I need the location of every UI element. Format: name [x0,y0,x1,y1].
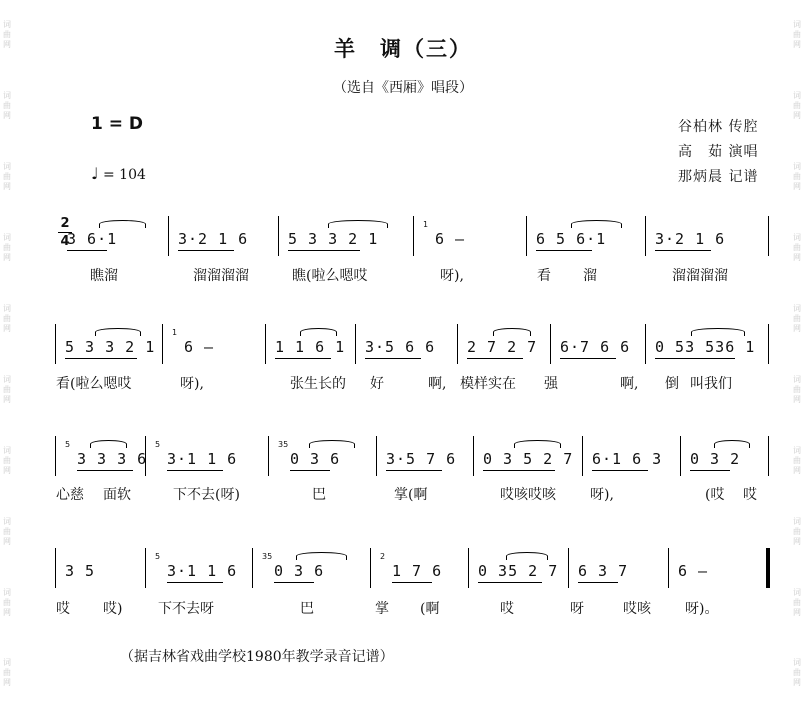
beam-underline [178,250,234,251]
slur-mark [506,552,548,560]
measure-notes: 5 3 3 2 1 [65,338,156,356]
watermark-char: 词 [3,374,11,384]
watermark-char: 词 [793,233,801,243]
watermark-char: 网 [3,111,11,121]
measure-notes: 6 3 7 [578,562,629,580]
barline [645,216,646,256]
watermark-char: 曲 [3,172,11,182]
barline [457,324,458,364]
barline [668,548,669,588]
watermark-char: 词 [3,20,11,30]
lyric-text: 啊, [428,376,447,392]
source-note: （据吉林省戏曲学校1980年教学录音记谱） [120,649,394,665]
beam-underline [67,250,107,251]
lyric-text: 掌(啊 [394,487,428,503]
watermark-group [3,233,11,263]
watermark-group [3,588,11,618]
measure-notes: 6 – [678,562,709,580]
watermark-char: 曲 [3,597,11,607]
barline [768,324,769,364]
measure-notes: 3·5 7 6 [386,450,457,468]
lyric-text: 下不去(呀) [173,487,240,503]
watermark-char: 网 [3,182,11,192]
credit-transcriber: 那炳晨 记谱 [678,169,759,185]
grace-note: 1 [172,328,178,337]
beam-underline [536,250,592,251]
watermark-group [793,588,801,618]
grace-note: 5 [155,440,161,449]
lyric-text: 张生长的 [290,376,346,392]
barline [550,324,551,364]
watermark-group [3,375,11,405]
lyric-text: 倒 [665,376,679,392]
lyric-text: 溜溜溜溜 [672,268,728,284]
measure-notes: 5 3 3 2 1 [288,230,379,248]
lyric-text: 好 [370,376,384,392]
watermark-char: 词 [793,445,801,455]
watermark-char: 词 [793,20,801,30]
measure-notes: 0 3 2 [690,450,741,468]
barline [645,324,646,364]
barline [162,324,163,364]
barline [680,436,681,476]
slur-mark [493,328,532,336]
watermark-char: 词 [3,516,11,526]
measure-notes: 1 1 6 1 [275,338,346,356]
grace-note: 1 [423,220,429,229]
watermark-char: 词 [793,374,801,384]
watermark-char: 曲 [793,172,801,182]
lyric-text: 哎咳 [623,601,651,617]
watermark-char: 词 [793,91,801,101]
barline [376,436,377,476]
slur-mark [296,552,347,560]
lyric-text: 巴 [312,487,326,503]
final-barline [766,548,770,588]
slur-mark [90,440,127,448]
barline [168,216,169,256]
lyric-text: 巴 [300,601,314,617]
measure-notes: 2 7 2 7 [467,338,538,356]
lyric-text: 溜溜溜溜 [193,268,249,284]
measure-notes: 0 35 2 7 [478,562,559,580]
watermark-group [793,446,801,476]
measure-notes: 6 – [184,338,215,356]
beam-underline [483,470,555,471]
beam-underline [288,250,360,251]
measure-notes: 0 3 5 2 7 [483,450,574,468]
beam-underline [65,358,137,359]
grace-note: 5 [65,440,71,449]
watermark-char: 词 [793,162,801,172]
watermark-char: 曲 [3,30,11,40]
measure-notes: 3·1 1 6 [167,450,238,468]
lyric-text: 哎 [743,487,757,503]
watermark-char: 网 [3,394,11,404]
barline [252,548,253,588]
watermark-char: 曲 [793,455,801,465]
lyric-text: 哎 [500,601,514,617]
watermark-group [793,162,801,192]
lyric-text: 呀), [590,487,614,503]
beam-underline [578,582,618,583]
key-signature: 1 = D [91,114,144,134]
time-signature-bottom: 4 [60,234,70,249]
watermark-char: 曲 [793,526,801,536]
beam-underline [167,582,223,583]
watermark-group [3,517,11,547]
measure-notes: 3·5 6 6 [365,338,436,356]
song-subtitle: （选自《西厢》唱段） [333,80,473,96]
measure-notes: 0 53 536 1 [655,338,756,356]
grace-note: 5 [155,552,161,561]
lyric-text: 叫我们 [690,376,732,392]
watermark-char: 曲 [793,30,801,40]
watermark-char: 词 [3,304,11,313]
beam-underline [690,470,730,471]
beam-underline [592,470,648,471]
watermark-char: 网 [793,678,801,688]
lyric-text: 啊, [620,376,639,392]
beam-underline [290,470,330,471]
lyric-text: 强 [544,376,558,392]
measure-notes: 1 7 6 [392,562,443,580]
tempo-value: = 104 [103,167,146,183]
watermark-char: 曲 [793,243,801,253]
watermark-char: 网 [3,536,11,546]
credit-singer: 高 茹 演唱 [678,144,759,160]
watermark-char: 曲 [3,101,11,111]
measure-notes: 6·7 6 6 [560,338,631,356]
slur-mark [99,220,147,228]
grace-note: 35 [262,552,273,561]
barline [55,324,56,364]
barline [468,548,469,588]
measure-notes: 6·1 6 3 [592,450,663,468]
slur-mark [300,328,337,336]
barline [768,216,769,256]
barline [526,216,527,256]
lyric-text: 看(啦么嗯哎 [56,376,132,392]
slur-mark [309,440,355,448]
beam-underline [386,470,442,471]
watermark-char: 网 [793,536,801,546]
time-signature-top: 2 [60,216,70,231]
barline [568,548,569,588]
lyric-text: 呀)。 [685,601,719,617]
watermark-char: 网 [793,253,801,263]
slur-mark [328,220,388,228]
beam-underline [655,250,711,251]
watermark-char: 曲 [793,101,801,111]
lyric-text: 呀 [570,601,584,617]
beam-underline [274,582,314,583]
grace-note: 2 [380,552,386,561]
watermark-char: 曲 [3,455,11,465]
watermark-char: 网 [3,324,11,333]
barline [278,216,279,256]
watermark-group [3,446,11,476]
beam-underline [365,358,421,359]
lyric-text: (哎 [705,487,725,503]
watermark-char: 网 [793,40,801,50]
lyric-text: 瞧(啦么嗯哎 [292,268,368,284]
watermark-char: 曲 [793,668,801,678]
barline [355,324,356,364]
watermark-char: 网 [3,40,11,50]
watermark-char: 曲 [3,384,11,394]
watermark-char: 词 [793,587,801,597]
watermark-char: 曲 [3,243,11,253]
watermark-group [793,233,801,263]
watermark-char: 曲 [3,668,11,678]
lyric-text: 哎) [103,601,123,617]
slur-mark [691,328,745,336]
barline [582,436,583,476]
beam-underline [478,582,542,583]
song-title: 羊 调（三） [334,36,472,61]
slur-mark [95,328,141,336]
measure-notes: 3 3 3 6 [77,450,148,468]
beam-underline [560,358,616,359]
lyric-text: 瞧溜 [90,268,118,284]
watermark-group [793,658,801,688]
lyric-text: 呀), [180,376,204,392]
watermark-group [3,658,11,688]
watermark-group [793,304,801,334]
lyric-text: 心慈 [56,487,84,503]
lyric-text: 模样实在 [460,376,516,392]
measure-notes: 3 6·1 [67,230,118,248]
beam-underline [467,358,523,359]
watermark-char: 曲 [3,526,11,536]
watermark-char: 曲 [793,384,801,394]
lyric-text: 哎咳哎咳 [500,487,556,503]
beam-underline [77,470,133,471]
watermark-char: 词 [3,162,11,172]
barline [55,436,56,476]
measure-notes: 0 3 6 [274,562,325,580]
watermark-group [793,517,801,547]
watermark-group [3,304,11,334]
beam-underline [167,470,223,471]
watermark-char: 词 [3,445,11,455]
watermark-char: 网 [3,465,11,475]
measure-notes: 3·1 1 6 [167,562,238,580]
watermark-char: 词 [3,233,11,243]
watermark-char: 词 [3,587,11,597]
watermark-char: 网 [3,253,11,263]
watermark-char: 曲 [793,314,801,323]
watermark-char: 网 [793,607,801,617]
watermark-char: 网 [3,607,11,617]
beam-underline [392,582,432,583]
watermark-char: 词 [793,516,801,526]
watermark-char: 网 [793,182,801,192]
measure-notes: 6 5 6·1 [536,230,607,248]
beam-underline [655,358,735,359]
watermark-char: 网 [3,678,11,688]
lyric-text: 面软 [103,487,131,503]
lyric-text: 看 [537,268,551,284]
watermark-char: 网 [793,324,801,333]
slur-mark [571,220,623,228]
measure-notes: 6 – [435,230,466,248]
grace-note: 35 [278,440,289,449]
watermark-char: 曲 [3,314,11,323]
lyric-text: 呀), [440,268,464,284]
left-watermark [0,0,14,709]
measure-notes: 3·2 1 6 [178,230,249,248]
barline [268,436,269,476]
right-watermark [790,0,804,709]
lyric-text: 下不去呀 [158,601,214,617]
lyric-text: 哎 [56,601,70,617]
barline [370,548,371,588]
barline [145,548,146,588]
watermark-char: 网 [793,465,801,475]
watermark-char: 曲 [793,597,801,607]
measure-notes: 3·2 1 6 [655,230,726,248]
lyric-text: 溜 [583,268,597,284]
quarter-note-icon: ♩ [91,164,99,183]
measure-notes: 0 3 6 [290,450,341,468]
watermark-char: 词 [793,658,801,668]
beam-underline [275,358,331,359]
barline [265,324,266,364]
watermark-char: 网 [793,394,801,404]
measure-notes: 3 5 [65,562,96,580]
lyric-text: 掌 [375,601,389,617]
slur-mark [714,440,750,448]
watermark-char: 词 [793,304,801,313]
watermark-group [793,375,801,405]
watermark-char: 网 [793,111,801,121]
slur-mark [514,440,561,448]
watermark-char: 词 [3,91,11,101]
lyric-text: (啊 [420,601,440,617]
barline [768,436,769,476]
barline [55,548,56,588]
watermark-group [3,162,11,192]
tempo-marking [91,164,146,183]
barline [473,436,474,476]
barline [413,216,414,256]
watermark-char: 词 [3,658,11,668]
credit-arranger: 谷柏林 传腔 [678,119,759,135]
